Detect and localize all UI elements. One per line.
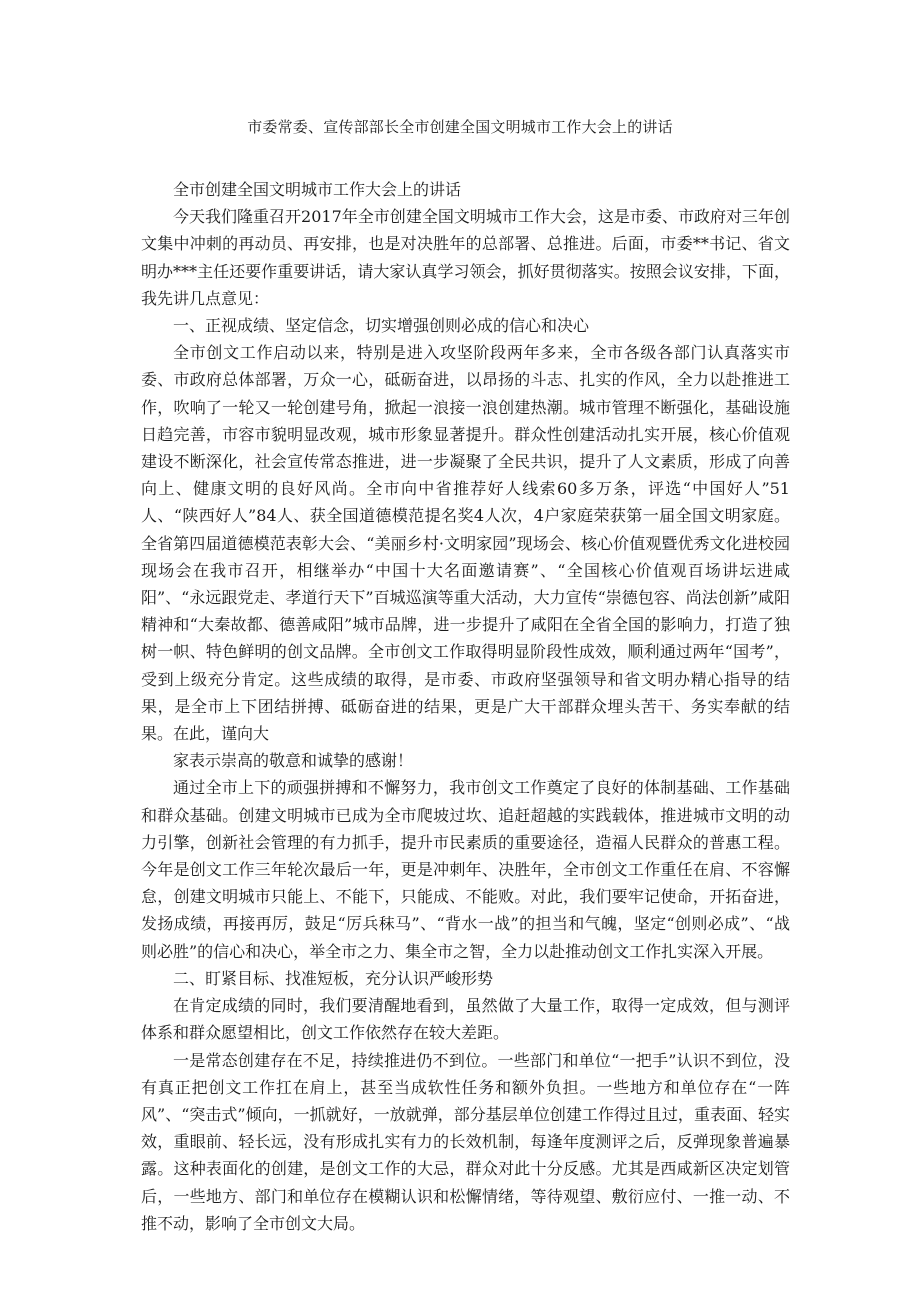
paragraph-achievements: 全市创文工作启动以来，特别是进入攻坚阶段两年多来，全市各级各部门认真落实市委、市政府总体部署，万众一心，砥砺奋进，以昂扬的斗志、扎实的作风，全力以赴推进工作，吹响了一轮又一轮创建号角，掀起一浪接一浪创建热潮。城市管理不断强化，基础设施日趋完善，市容市貌明显改观，城市形象显著提升。群众性创建活动扎实开展，核心价值观建设不断深化，社会宣传常态推进，进一步凝聚了全民共识，提升了人文素质，形成了向善向上、健康文明的良好风尚。全市向中省推荐好人线索60多万条，评选“中国好人”51人、“陕西好人”84人、获全国道德模范提名奖4人次，4户家庭荣获第一届全国文明家庭。全省第四届道德模范表彰大会、“美丽乡村·文明家园”现场会、核心价值观暨优秀文化进校园现场会在我市召开，相继举办“中国十大名面邀请赛”、“全国核心价值观百场讲坛进咸阳”、“永远跟党走、孝道行天下”百城巡演等重大活动，大力宣传“崇德包容、尚法创新”咸阳精神和“大秦故都、德善咸阳”城市品牌，进一步提升了咸阳在全省全国的影响力，打造了独树一帜、特色鲜明的创文品牌。全市创文工作取得明显阶段性成效，顺利通过两年“国考”，受到上级充分肯定。这些成绩的取得，是市委、市政府坚强领导和省文明办精心指导的结果，是全市上下团结拼搏、砥砺奋进的结果，更是广大干部群众埋头苦干、务实奉献的结果。在此，谨向大	[141, 343, 790, 744]
speech-heading: 全市创建全国文明城市工作大会上的讲话	[173, 180, 462, 199]
paragraph-issue-1: 一是常态创建存在不足，持续推进仍不到位。一些部门和单位“一把手”认识不到位，没有真正把创文工作扛在肩上，甚至当成软性任务和额外负担。一些地方和单位存在“一阵风”、“突击式”倾向，一抓就好，一放就弹，部分基层单位创建工作得过且过，重表面、轻实效，重眼前、轻长远，没有形成扎实有力的长效机制，每逢年度测评之后，反弹现象普遍暴露。这种表面化的创建，是创文工作的大忌，群众对此十分反感。尤其是西咸新区决定划管后，一些地方、部门和单位存在模糊认识和松懈情绪，等待观望、敷衍应付、一推一动、不推不动，影响了全市创文大局。	[141, 1050, 790, 1233]
document-title: 市委常委、宣传部部长全市创建全国文明城市工作大会上的讲话	[247, 118, 673, 136]
paragraph-thanks: 家表示崇高的敬意和诚挚的感谢！	[173, 751, 414, 771]
paragraph-opening: 今天我们隆重召开2017年全市创建全国文明城市工作大会，这是市委、市政府对三年创文集中冲刺的再动员、再安排，也是对决胜年的总部署、总推进。后面，市委**书记、省文明办***主任还要作重要讲话，请大家认真学习领会，抓好贯彻落实。按照会议安排，下面，我先讲几点意见：	[141, 207, 790, 308]
section-heading-1: 一、正视成绩、坚定信念，切实增强创则必成的信心和决心	[173, 316, 590, 336]
paragraph-foundation: 通过全市上下的顽强拼搏和不懈努力，我市创文工作奠定了良好的体制基础、工作基础和群众基础。创建文明城市已成为全市爬坡过坎、追赶超越的实践载体，推进城市文明的动力引擎，创新社会管理的有力抓手，提升市民素质的重要途径，造福人民群众的普惠工程。今年是创文工作三年轮次最后一年，更是冲刺年、决胜年，全市创文工作重任在肩、不容懈怠，创建文明城市只能上、不能下，只能成、不能败。对此，我们要牢记使命，开拓奋进，发扬成绩，再接再厉，鼓足“厉兵秣马”、“背水一战”的担当和气魄，坚定“创则必成”、“战则必胜”的信心和决心，举全市之力、集全市之智，全力以赴推动创文工作扎实深入开展。	[141, 778, 790, 961]
section-heading-2: 二、盯紧目标、找准短板，充分认识严峻形势	[173, 968, 494, 988]
document-body	[141, 176, 790, 1237]
paragraph-gap: 在肯定成绩的同时，我们要清醒地看到，虽然做了大量工作，取得一定成效，但与测评体系和群众愿望相比，创文工作依然存在较大差距。	[141, 996, 790, 1043]
